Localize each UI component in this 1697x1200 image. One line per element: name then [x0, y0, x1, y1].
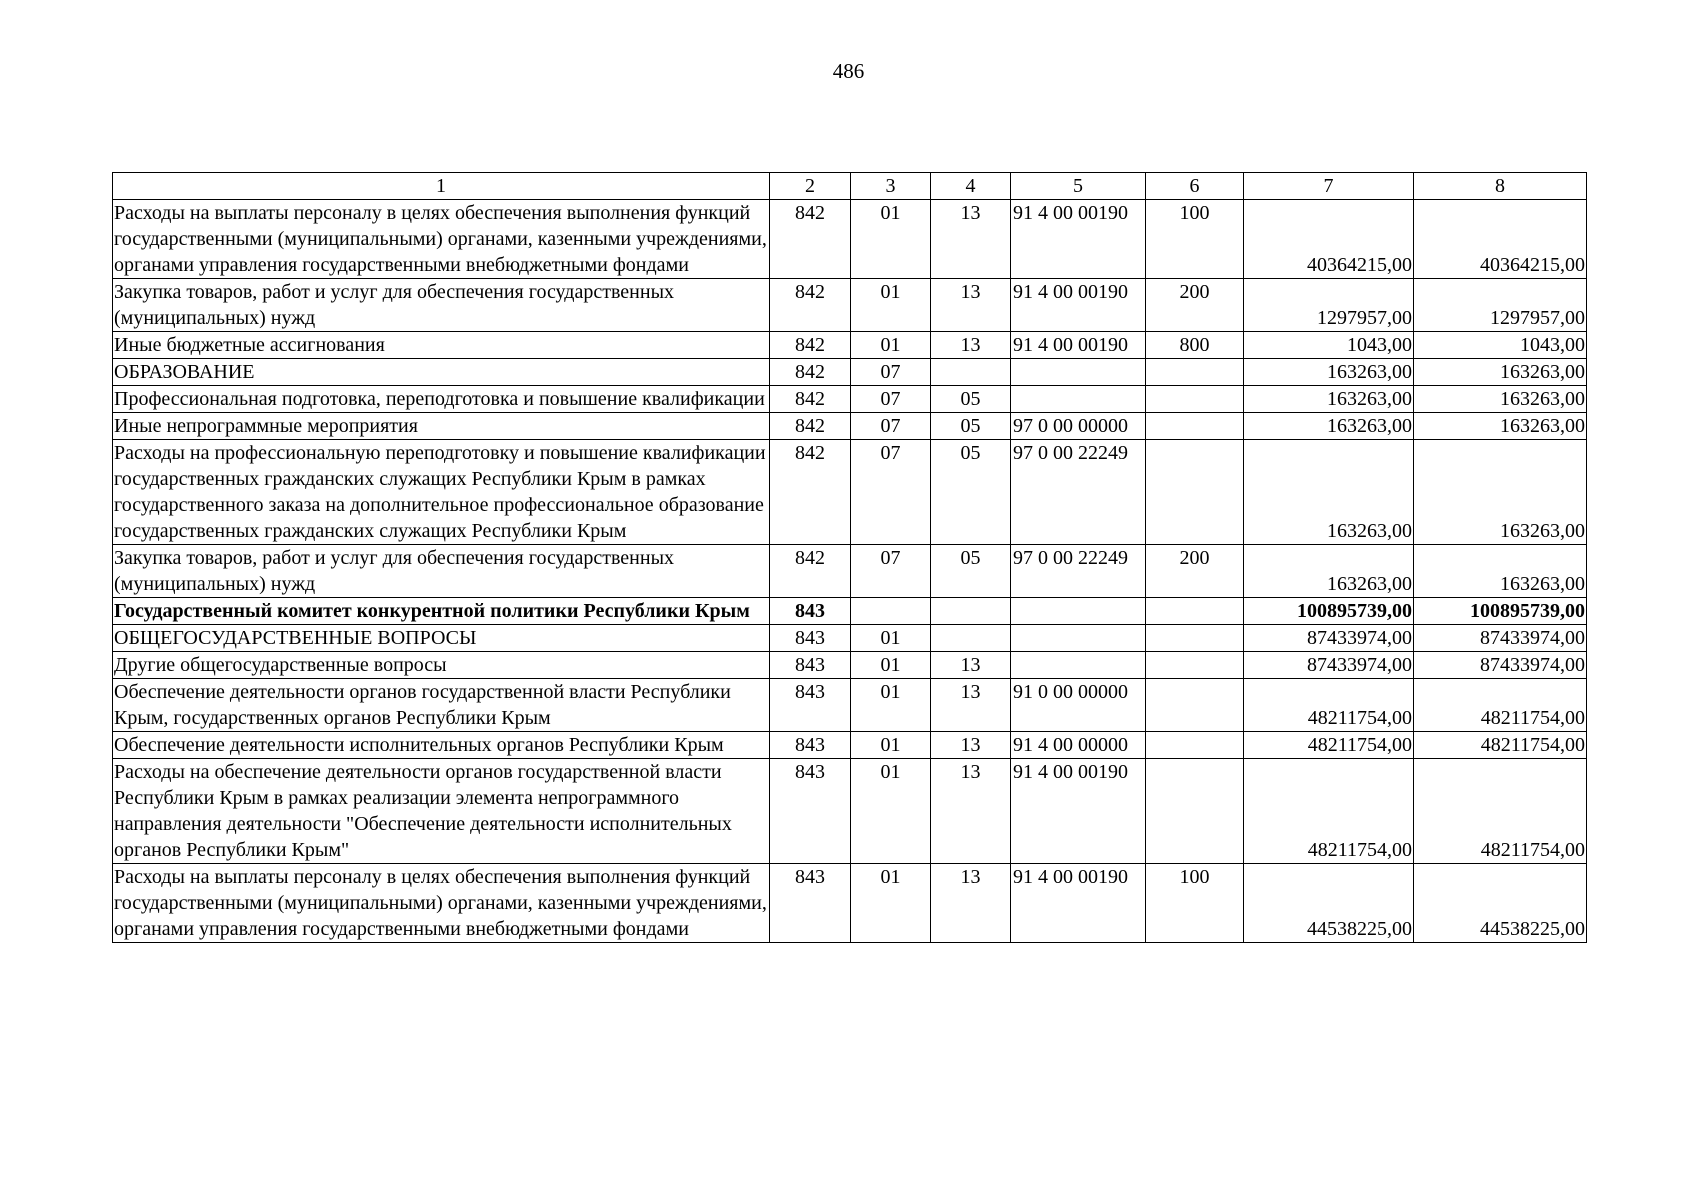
- row-amount-2: 163263,00: [1414, 545, 1587, 598]
- row-amount-2: 163263,00: [1414, 413, 1587, 440]
- row-name: Расходы на обеспечение деятельности органов государственной власти Республики Крым в рамках реализации элемента непрограммного направления деятельности "Обеспечение деятельности исполнительных органов Республики Крым": [113, 759, 770, 864]
- row-code-admin: 843: [770, 598, 851, 625]
- table-row: [113, 598, 1587, 625]
- row-name: Профессиональная подготовка, переподготовка и повышение квалификации: [113, 386, 770, 413]
- row-amount-2: 163263,00: [1414, 440, 1587, 545]
- row-amount-1: 163263,00: [1244, 359, 1414, 386]
- row-amount-1: 1297957,00: [1244, 279, 1414, 332]
- row-code-expense-type: [1146, 598, 1244, 625]
- row-amount-1: 48211754,00: [1244, 732, 1414, 759]
- row-code-subsection: [931, 598, 1011, 625]
- column-header: 8: [1414, 173, 1587, 200]
- table-row: [113, 625, 1587, 652]
- row-code-subsection: 05: [931, 413, 1011, 440]
- row-code-subsection: 13: [931, 652, 1011, 679]
- column-header: 6: [1146, 173, 1244, 200]
- row-amount-2: 44538225,00: [1414, 864, 1587, 943]
- column-header: 2: [770, 173, 851, 200]
- row-name: Расходы на профессиональную переподготовку и повышение квалификации государственных гражданских служащих Республики Крым в рамках государственного заказа на дополнительное профессиональное образование государственных гражданских служащих Республики Крым: [113, 440, 770, 545]
- column-header: 7: [1244, 173, 1414, 200]
- row-amount-2: 100895739,00: [1414, 598, 1587, 625]
- row-amount-2: 40364215,00: [1414, 200, 1587, 279]
- column-header: 3: [851, 173, 931, 200]
- table-row: [113, 440, 1587, 545]
- column-number-row: [113, 173, 1587, 200]
- row-code-admin: 842: [770, 440, 851, 545]
- row-amount-1: 48211754,00: [1244, 679, 1414, 732]
- row-code-section: 01: [851, 625, 931, 652]
- row-code-expense-type: 200: [1146, 545, 1244, 598]
- row-code-expense-type: [1146, 413, 1244, 440]
- row-code-expense-type: 200: [1146, 279, 1244, 332]
- row-code-subsection: 05: [931, 545, 1011, 598]
- table-row: [113, 200, 1587, 279]
- row-amount-1: 100895739,00: [1244, 598, 1414, 625]
- row-code-section: 01: [851, 652, 931, 679]
- row-code-subsection: 13: [931, 279, 1011, 332]
- row-code-expense-type: 100: [1146, 864, 1244, 943]
- row-code-admin: 842: [770, 279, 851, 332]
- row-code-section: 01: [851, 759, 931, 864]
- row-code-subsection: 13: [931, 864, 1011, 943]
- row-code-expense-type: [1146, 440, 1244, 545]
- row-name: ОБЩЕГОСУДАРСТВЕННЫЕ ВОПРОСЫ: [113, 625, 770, 652]
- row-name: Иные бюджетные ассигнования: [113, 332, 770, 359]
- row-code-expense-type: 800: [1146, 332, 1244, 359]
- row-code-expense-type: [1146, 652, 1244, 679]
- row-code-target: 97 0 00 22249: [1011, 545, 1146, 598]
- row-code-admin: 843: [770, 625, 851, 652]
- row-code-target: [1011, 652, 1146, 679]
- row-amount-2: 48211754,00: [1414, 732, 1587, 759]
- row-code-target: [1011, 359, 1146, 386]
- table-row: [113, 359, 1587, 386]
- row-code-section: 07: [851, 359, 931, 386]
- row-amount-2: 163263,00: [1414, 386, 1587, 413]
- row-code-expense-type: [1146, 359, 1244, 386]
- row-amount-2: 163263,00: [1414, 359, 1587, 386]
- row-code-target: 91 4 00 00190: [1011, 332, 1146, 359]
- row-code-target: 91 4 00 00190: [1011, 279, 1146, 332]
- row-code-target: [1011, 386, 1146, 413]
- row-amount-2: 1043,00: [1414, 332, 1587, 359]
- row-code-section: 07: [851, 386, 931, 413]
- row-name: Расходы на выплаты персоналу в целях обеспечения выполнения функций государственными (муниципальными) органами, казенными учреждениями, органами управления государственными внебюджетными фондами: [113, 200, 770, 279]
- row-code-admin: 843: [770, 679, 851, 732]
- row-code-admin: 842: [770, 332, 851, 359]
- row-amount-2: 87433974,00: [1414, 625, 1587, 652]
- row-code-expense-type: 100: [1146, 200, 1244, 279]
- row-amount-1: 163263,00: [1244, 386, 1414, 413]
- row-name: Расходы на выплаты персоналу в целях обеспечения выполнения функций государственными (муниципальными) органами, казенными учреждениями, органами управления государственными внебюджетными фондами: [113, 864, 770, 943]
- table-row: [113, 732, 1587, 759]
- row-code-target: [1011, 598, 1146, 625]
- page-number: 486: [832, 59, 865, 83]
- row-code-subsection: 13: [931, 679, 1011, 732]
- table-row: [113, 545, 1587, 598]
- table-row: [113, 652, 1587, 679]
- row-code-subsection: 05: [931, 386, 1011, 413]
- row-code-subsection: 13: [931, 732, 1011, 759]
- row-amount-1: 163263,00: [1244, 413, 1414, 440]
- row-name: Иные непрограммные мероприятия: [113, 413, 770, 440]
- table-row: [113, 386, 1587, 413]
- row-code-section: 01: [851, 864, 931, 943]
- table-row: [113, 759, 1587, 864]
- row-code-subsection: 13: [931, 332, 1011, 359]
- row-code-subsection: [931, 625, 1011, 652]
- row-code-admin: 843: [770, 732, 851, 759]
- row-code-section: 01: [851, 332, 931, 359]
- row-code-target: 97 0 00 22249: [1011, 440, 1146, 545]
- row-amount-1: 1043,00: [1244, 332, 1414, 359]
- row-code-target: 91 4 00 00190: [1011, 759, 1146, 864]
- row-amount-1: 40364215,00: [1244, 200, 1414, 279]
- row-code-section: 01: [851, 200, 931, 279]
- row-code-expense-type: [1146, 679, 1244, 732]
- row-code-admin: 842: [770, 545, 851, 598]
- row-code-subsection: [931, 359, 1011, 386]
- row-code-section: 07: [851, 413, 931, 440]
- row-code-subsection: 13: [931, 200, 1011, 279]
- row-amount-1: 163263,00: [1244, 440, 1414, 545]
- row-code-section: [851, 598, 931, 625]
- row-code-section: 07: [851, 545, 931, 598]
- row-name: Государственный комитет конкурентной политики Республики Крым: [113, 598, 770, 625]
- row-code-target: 91 0 00 00000: [1011, 679, 1146, 732]
- row-code-expense-type: [1146, 732, 1244, 759]
- row-code-target: 91 4 00 00190: [1011, 200, 1146, 279]
- row-code-section: 07: [851, 440, 931, 545]
- row-code-admin: 842: [770, 359, 851, 386]
- row-code-target: [1011, 625, 1146, 652]
- row-amount-2: 48211754,00: [1414, 679, 1587, 732]
- budget-table: [112, 172, 1587, 943]
- row-amount-2: 87433974,00: [1414, 652, 1587, 679]
- table-row: [113, 413, 1587, 440]
- row-amount-2: 1297957,00: [1414, 279, 1587, 332]
- row-code-section: 01: [851, 679, 931, 732]
- row-code-target: 91 4 00 00190: [1011, 864, 1146, 943]
- row-name: Закупка товаров, работ и услуг для обеспечения государственных (муниципальных) нужд: [113, 279, 770, 332]
- row-code-admin: 842: [770, 386, 851, 413]
- table-row: [113, 864, 1587, 943]
- table-row: [113, 332, 1587, 359]
- row-name: Закупка товаров, работ и услуг для обеспечения государственных (муниципальных) нужд: [113, 545, 770, 598]
- row-code-section: 01: [851, 732, 931, 759]
- row-amount-2: 48211754,00: [1414, 759, 1587, 864]
- row-code-subsection: 13: [931, 759, 1011, 864]
- row-code-expense-type: [1146, 386, 1244, 413]
- row-amount-1: 44538225,00: [1244, 864, 1414, 943]
- table-row: [113, 279, 1587, 332]
- row-amount-1: 48211754,00: [1244, 759, 1414, 864]
- row-amount-1: 87433974,00: [1244, 652, 1414, 679]
- row-amount-1: 163263,00: [1244, 545, 1414, 598]
- column-header: 5: [1011, 173, 1146, 200]
- row-amount-1: 87433974,00: [1244, 625, 1414, 652]
- row-code-admin: 843: [770, 652, 851, 679]
- row-code-target: 97 0 00 00000: [1011, 413, 1146, 440]
- row-code-expense-type: [1146, 759, 1244, 864]
- row-name: Другие общегосударственные вопросы: [113, 652, 770, 679]
- row-name: Обеспечение деятельности исполнительных органов Республики Крым: [113, 732, 770, 759]
- row-code-expense-type: [1146, 625, 1244, 652]
- row-code-section: 01: [851, 279, 931, 332]
- column-header: 4: [931, 173, 1011, 200]
- row-code-subsection: 05: [931, 440, 1011, 545]
- row-name: ОБРАЗОВАНИЕ: [113, 359, 770, 386]
- row-code-admin: 843: [770, 759, 851, 864]
- row-code-admin: 842: [770, 413, 851, 440]
- table-row: [113, 679, 1587, 732]
- row-name: Обеспечение деятельности органов государственной власти Республики Крым, государственных органов Республики Крым: [113, 679, 770, 732]
- column-header: 1: [113, 173, 770, 200]
- row-code-admin: 842: [770, 200, 851, 279]
- row-code-target: 91 4 00 00000: [1011, 732, 1146, 759]
- row-code-admin: 843: [770, 864, 851, 943]
